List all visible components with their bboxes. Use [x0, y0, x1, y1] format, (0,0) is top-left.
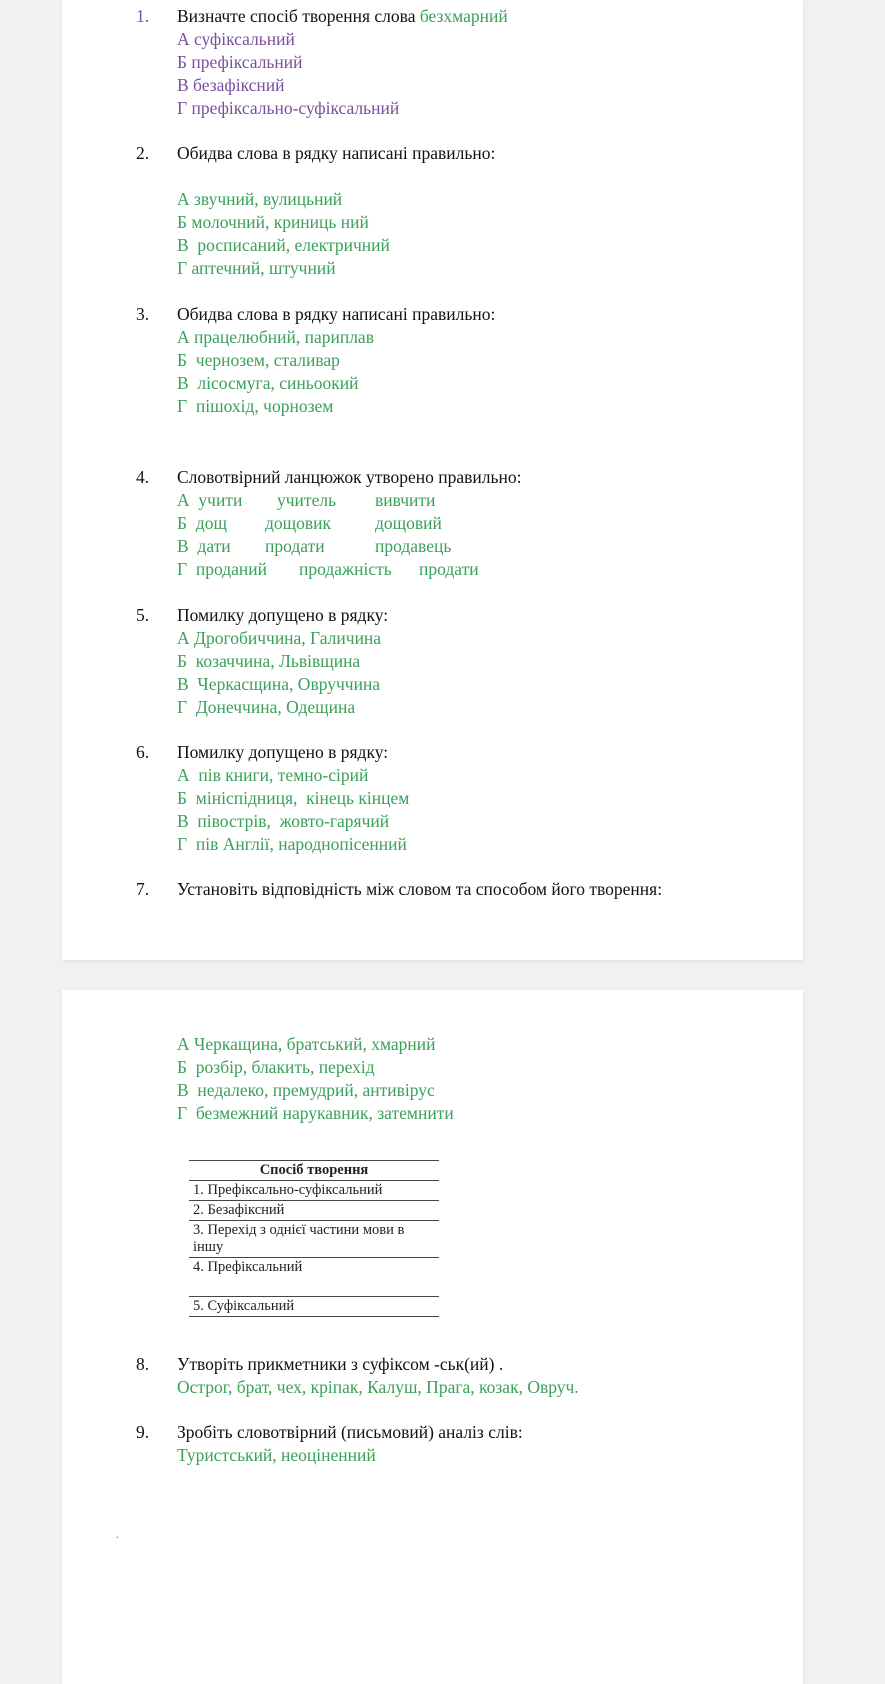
chain-word: продати — [419, 559, 479, 579]
option-c: В Черкасщина, Овруччина — [177, 674, 381, 694]
question-1-head — [136, 5, 776, 28]
answer-options — [136, 326, 776, 418]
chain-row-b — [177, 512, 776, 535]
option-b: Б чернозем, сталивар — [177, 350, 340, 370]
question-text: Визначте спосіб творення слова — [177, 6, 420, 26]
answer-options — [136, 28, 776, 120]
chain-word: дощовий — [375, 513, 442, 533]
option-a: А Дрогобиччина, Галичина — [177, 628, 382, 648]
question-number: 7. — [136, 879, 150, 899]
document-page-2 — [62, 990, 803, 1684]
table-row: 5. Суфіксальний — [189, 1297, 439, 1317]
question-7-head — [136, 878, 796, 901]
question-text: Обидва слова в рядку написані правильно: — [177, 304, 496, 324]
chain-word: вивчити — [375, 490, 436, 510]
question-number: 5. — [136, 605, 150, 625]
question-number: 9. — [136, 1422, 150, 1442]
formation-method-table — [189, 1160, 439, 1317]
answer-line: Туристський, неоціненний — [177, 1445, 376, 1465]
question-7 — [136, 878, 796, 901]
table-header: Спосіб творення — [189, 1161, 439, 1181]
option-d: Г пів Англії, народнопісенний — [177, 834, 407, 854]
question-text: Утворіть прикметники з суфіксом -ськ(ий) . — [177, 1354, 504, 1374]
question-text: Установіть відповідність між словом та способом його творення: — [177, 879, 663, 899]
chain-row-d — [177, 558, 776, 581]
question-4-head — [136, 466, 776, 489]
chain-row-a — [177, 489, 776, 512]
question-number: 1. — [136, 6, 150, 26]
question-6 — [136, 741, 776, 856]
option-d: Г безмежний нарукавник, затемнити — [177, 1103, 454, 1123]
chain-word: продати — [265, 536, 325, 556]
answer-options — [136, 188, 776, 280]
table-row: 4. Префіксальний — [189, 1258, 439, 1297]
question-word: безхмарний — [419, 6, 508, 26]
chain-word: продавець — [375, 536, 452, 556]
option-b: Б молочний, криниць ний — [177, 212, 369, 232]
table-row: 3. Перехід з однієї частини мови в іншу — [189, 1221, 439, 1258]
chain-options — [136, 489, 776, 581]
option-d: Г префіксально-суфіксальний — [177, 98, 400, 118]
option-c: В безафіксний — [177, 75, 285, 95]
question-text: Словотвірний ланцюжок утворено правильно: — [177, 467, 522, 487]
answer-line: Острог, брат, чех, кріпак, Калуш, Прага, козак, Овруч. — [177, 1377, 579, 1397]
question-8-head — [136, 1353, 776, 1376]
option-c: В півострів, жовто-гарячий — [177, 811, 390, 831]
question-number: 8. — [136, 1354, 150, 1374]
question-number: 4. — [136, 467, 150, 487]
chain-word: А учити — [177, 490, 243, 510]
question-number: 6. — [136, 742, 150, 762]
option-d: Г аптечний, штучний — [177, 258, 336, 278]
question-number: 3. — [136, 304, 150, 324]
answer-options — [136, 1033, 776, 1125]
option-b: Б козаччина, Львівщина — [177, 651, 361, 671]
question-text: Помилку допущено в рядку: — [177, 742, 389, 762]
footer-mark: . — [116, 1530, 119, 1541]
option-d: Г пішохід, чорнозем — [177, 396, 334, 416]
table-row: 2. Безафіксний — [189, 1201, 439, 1221]
question-2-head — [136, 142, 776, 165]
option-b: Б мініспідниця, кінець кінцем — [177, 788, 410, 808]
option-a: А звучний, вулицьний — [177, 189, 343, 209]
option-c: В лісосмуга, синьоокий — [177, 373, 359, 393]
option-b: Б розбір, блакить, перехід — [177, 1057, 375, 1077]
table-row: 1. Префіксально-суфіксальний — [189, 1181, 439, 1201]
question-2 — [136, 142, 776, 280]
option-a: А суфіксальний — [177, 29, 295, 49]
answer-options — [136, 627, 776, 719]
option-c: В недалеко, премудрий, антивірус — [177, 1080, 435, 1100]
option-a: А Черкащина, братський, хмарний — [177, 1034, 436, 1054]
option-c: В росписаний, електричний — [177, 235, 390, 255]
chain-word: Б дощ — [177, 513, 227, 533]
option-b: Б префіксальний — [177, 52, 303, 72]
option-d: Г Донеччина, Одещина — [177, 697, 356, 717]
question-5-head — [136, 604, 776, 627]
question-9 — [136, 1421, 776, 1467]
question-text: Зробіть словотвірний (письмовий) аналіз слів: — [177, 1422, 523, 1442]
chain-row-c — [177, 535, 776, 558]
option-a: А пів книги, темно-сірий — [177, 765, 369, 785]
question-5 — [136, 604, 776, 719]
question-3-head — [136, 303, 776, 326]
answer-options — [136, 764, 776, 856]
question-text: Помилку допущено в рядку: — [177, 605, 389, 625]
question-7-continued — [136, 1033, 776, 1125]
question-number: 2. — [136, 143, 150, 163]
question-3 — [136, 303, 776, 418]
chain-word: Г проданий — [177, 559, 267, 579]
document-page-1 — [62, 0, 803, 960]
option-a: А працелюбний, париплав — [177, 327, 374, 347]
question-1 — [136, 5, 776, 120]
chain-word: дощовик — [265, 513, 332, 533]
chain-word: В дати — [177, 536, 231, 556]
chain-word: продажність — [299, 559, 392, 579]
question-text: Обидва слова в рядку написані правильно: — [177, 143, 496, 163]
question-8 — [136, 1353, 776, 1399]
question-6-head — [136, 741, 776, 764]
chain-word: учитель — [277, 490, 337, 510]
question-4 — [136, 466, 776, 581]
question-9-head — [136, 1421, 776, 1444]
